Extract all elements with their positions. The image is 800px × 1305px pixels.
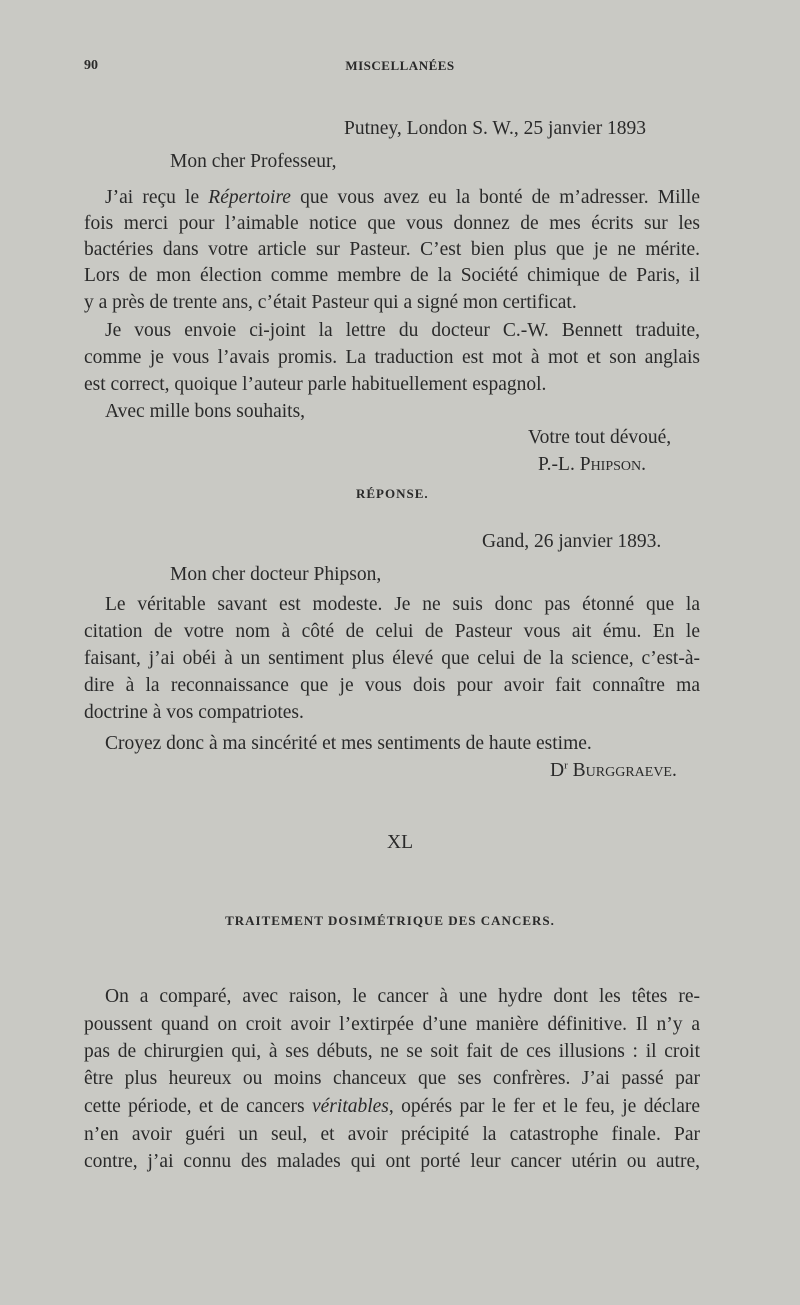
letter-signature: P.-L. Phipson. (538, 454, 647, 475)
section-paragraph-line: poussent quand on croit avoir l’extirpée d’une manière définitive. Il n’y a (84, 1014, 700, 1035)
section-number: XL (387, 832, 413, 853)
letter-paragraph-line: est correct, quoique l’auteur parle habituellement espagnol. (84, 374, 547, 395)
reply-paragraph-line: dire à la reconnaissance que je vous dois pour avoir fait connaître ma (84, 675, 700, 696)
letter-paragraph-line: bactéries dans votre article sur Pasteur. C’est bien plus que je ne mérite. (84, 239, 700, 260)
section-title: TRAITEMENT DOSIMÉTRIQUE DES CANCERS. (225, 913, 555, 928)
reply-paragraph-line: Le véritable savant est modeste. Je ne suis donc pas étonné que la (105, 594, 700, 615)
reply-paragraph-line: citation de votre nom à côté de celui de Pasteur vous ait ému. En le (84, 621, 700, 642)
letter-closing: Avec mille bons souhaits, (105, 401, 306, 422)
letter-paragraph-line: fois merci pour l’aimable notice que vous donnez de mes écrits sur les (84, 213, 700, 234)
reply-salutation: Mon cher docteur Phipson, (170, 564, 382, 585)
letter-signature-line: Votre tout dévoué, (528, 427, 672, 448)
reply-signature: $D^r$ Burggraeve. (550, 759, 677, 781)
letter-paragraph-line: Lors de mon élection comme membre de la Société chimique de Paris, il (84, 265, 700, 286)
letter-paragraph-line: comme je vous l’avais promis. La traduction est mot à mot et son anglais (84, 347, 700, 368)
section-paragraph-line: On a comparé, avec raison, le cancer à une hydre dont les têtes re- (105, 986, 700, 1007)
letter-salutation: Mon cher Professeur, (170, 151, 337, 172)
section-paragraph-line: cette période, et de cancers véritables, opérés par le fer et le feu, je déclare (84, 1096, 701, 1117)
letter-paragraph-line: Je vous envoie ci-joint la lettre du docteur C.-W. Bennett traduite, (105, 320, 700, 341)
reply-closing: Croyez donc à ma sincérité et mes sentiments de haute estime. (105, 733, 592, 754)
section-paragraph-line: n’en avoir guéri un seul, et avoir précipité la catastrophe finale. Par (84, 1124, 700, 1145)
section-paragraph-line: contre, j’ai connu des malades qui ont porté leur cancer utérin ou autre, (84, 1151, 700, 1172)
running-head: MISCELLANÉES (345, 58, 455, 73)
letter-paragraph-line: y a près de trente ans, c’était Pasteur qui a signé mon certificat. (84, 292, 577, 313)
letter-place-date: Putney, London S. W., 25 janvier 1893 (344, 118, 647, 139)
letter-paragraph-line: J’ai reçu le Répertoire que vous avez eu la bonté de m’adresser. Mille (105, 187, 700, 208)
section-paragraph-line: être plus heureux ou moins chanceux que ses confrères. J’ai passé par (84, 1068, 700, 1089)
reply-place-date: Gand, 26 janvier 1893. (482, 531, 662, 552)
section-paragraph-line: pas de chirurgien qui, à ses débuts, ne se soit fait de ces illusions : il croit (84, 1041, 700, 1062)
page-number: 90 (84, 58, 98, 73)
page-header (84, 58, 716, 80)
reply-paragraph-line: faisant, j’ai obéi à un sentiment plus élevé que celui de la science, c’est-à- (84, 648, 700, 669)
reply-paragraph-line: doctrine à vos compatriotes. (84, 702, 304, 723)
reply-label: RÉPONSE. (356, 486, 429, 501)
